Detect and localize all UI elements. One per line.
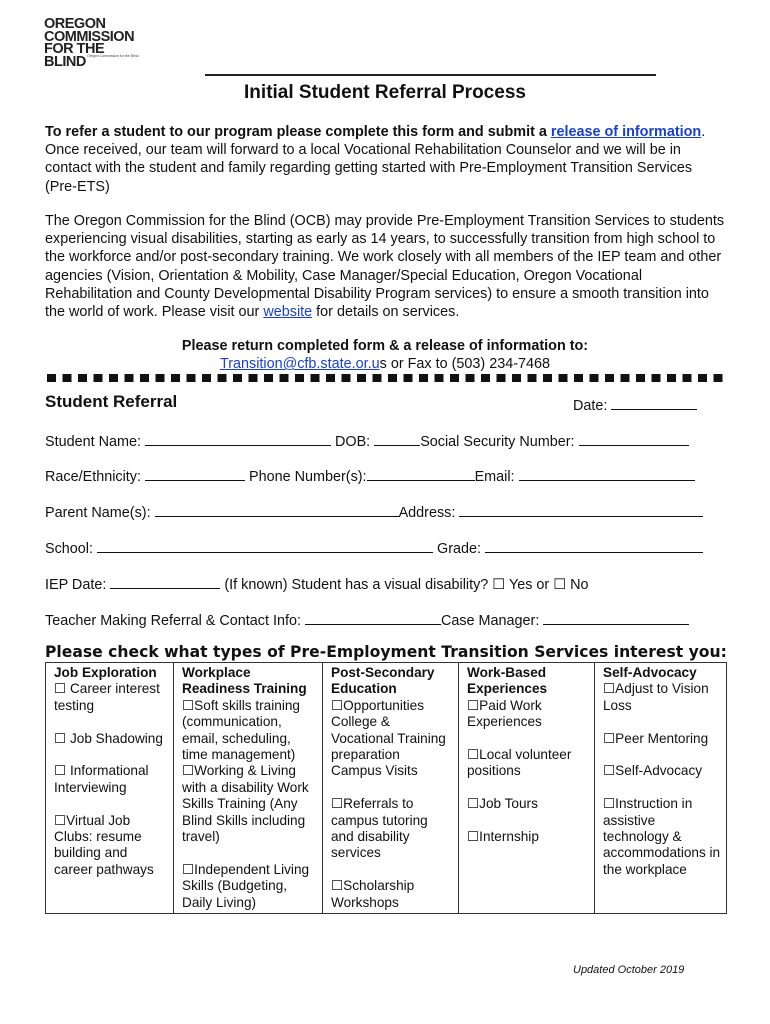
iep-label: IEP Date: <box>45 577 107 593</box>
school-label: School: <box>45 541 93 557</box>
teacher-label: Teacher Making Referral & Contact Info: <box>45 613 301 629</box>
intro-lead: To refer a student to our program please complete this form and submit a <box>45 124 551 140</box>
column-job-exploration <box>46 663 174 914</box>
website-link[interactable]: website <box>263 304 313 321</box>
about-paragraph <box>45 212 725 321</box>
about-tail: for details on services. <box>312 304 460 321</box>
email-label: Email: <box>474 469 515 485</box>
logo-line-3: FOR THE <box>44 41 105 57</box>
column-self-advocacy <box>595 663 727 914</box>
release-of-information-link[interactable]: release of information <box>550 124 702 140</box>
dob-field[interactable] <box>374 431 420 446</box>
return-heading: Please return completed form & a release of information to: <box>181 338 589 354</box>
column-header: Workplace Readiness Training <box>182 665 307 697</box>
option-career-interest[interactable]: ☐ Career interest testing <box>54 681 160 713</box>
dashed-divider <box>47 374 727 382</box>
services-table <box>45 662 727 914</box>
column-post-secondary <box>323 663 459 914</box>
option-internship[interactable]: ☐Internship <box>467 829 539 845</box>
grade-field[interactable] <box>485 538 703 553</box>
date-label: Date: <box>573 398 608 414</box>
option-self-advocacy[interactable]: ☐Self-Advocacy <box>603 763 703 779</box>
student-name-label: Student Name: <box>45 434 141 450</box>
address-field[interactable] <box>459 502 703 517</box>
intro-paragraph <box>45 123 725 196</box>
phone-label: Phone Number(s): <box>248 469 367 485</box>
grade-label: Grade: <box>437 541 481 557</box>
teacher-field[interactable] <box>305 610 441 625</box>
iep-date-field[interactable] <box>110 574 220 589</box>
case-manager-label: Case Manager: <box>440 613 540 629</box>
race-label: Race/Ethnicity: <box>45 469 141 485</box>
dob-label: DOB: <box>335 434 371 450</box>
case-manager-field[interactable] <box>543 610 689 625</box>
row-iep <box>45 574 589 593</box>
row-school <box>45 538 703 557</box>
option-job-tours[interactable]: ☐Job Tours <box>467 796 538 812</box>
date-line[interactable] <box>611 395 697 410</box>
phone-field[interactable] <box>367 466 475 481</box>
race-field[interactable] <box>145 466 245 481</box>
option-local-volunteer[interactable]: ☐Local volunteer positions <box>467 747 572 779</box>
school-field[interactable] <box>97 538 433 553</box>
row-parent <box>45 502 703 521</box>
column-header: Work-Based Experiences <box>467 665 548 697</box>
row-race <box>45 466 695 485</box>
option-assistive-technology[interactable]: ☐Instruction in assistive technology & accommodations in the workplace <box>603 796 721 877</box>
section-title-student-referral: Student Referral <box>45 392 178 411</box>
option-adjust-vision-loss[interactable]: ☐Adjust to Vision Loss <box>603 681 709 713</box>
option-working-living[interactable]: ☐Working & Living with a disability Work Skills Training (Any Blind Skills including travel) <box>182 763 309 845</box>
logo-line-2: COMMISSION <box>44 28 135 45</box>
column-header: Job Exploration <box>54 665 157 680</box>
parent-label: Parent Name(s): <box>45 505 151 521</box>
logo-tagline: Oregon Commission for the Blind <box>87 54 139 58</box>
about-text: The Oregon Commission for the Blind (OCB) may provide Pre-Employment Transition Services to students experiencing visual disabilities, starting as early as 14 years, to successfully transition from high school to the workforce and/or post-secondary training. We work closely with all members of the IEP team and other agencies (Vision, Orientation & Mobility, Case Manager/Special Education, Oregon Vocational Rehabilitation and County Developmental Disability Program services) to ensure a smooth transition into the world of work. Please visit our <box>45 213 725 321</box>
row-teacher <box>45 610 689 629</box>
logo-line-1: OREGON <box>44 16 106 32</box>
header-rule <box>205 74 656 76</box>
option-peer-mentoring[interactable]: ☐Peer Mentoring <box>603 730 709 746</box>
ssn-label: Social Security Number: <box>420 434 575 450</box>
option-paid-work[interactable]: ☐Paid Work Experiences <box>467 697 542 730</box>
logo-line-4: BLIND <box>44 53 86 70</box>
student-name-field[interactable] <box>145 431 331 446</box>
visual-disability-question[interactable]: (If known) Student has a visual disability? ☐ Yes or ☐ No <box>224 577 589 593</box>
intro-rest: . Once received, our team will forward to a local Vocational Rehabilitation Counselor and we will be in contact with the student and family regarding getting started with Pre-Employment Transition Services (Pre-ETS) <box>45 124 706 195</box>
row-student-name <box>45 431 689 450</box>
ssn-field[interactable] <box>579 431 689 446</box>
option-opportunities-college[interactable]: ☐Opportunities College & Vocational Training preparation Campus Visits <box>331 697 446 779</box>
fax-text: s or Fax to (503) 234-7468 <box>379 356 551 372</box>
return-info <box>0 337 770 373</box>
address-label: Address: <box>398 505 456 521</box>
option-referrals-tutoring[interactable]: ☐Referrals to campus tutoring and disability services <box>331 796 428 861</box>
services-heading: Please check what types of Pre-Employment Transition Services interest you: <box>45 643 727 661</box>
transition-email-link[interactable]: Transition@cfb.state.or.u <box>219 356 380 372</box>
ocb-logo <box>44 16 139 70</box>
page-title: Initial Student Referral Process <box>244 82 526 103</box>
column-work-based <box>459 663 595 914</box>
updated-date: Updated October 2019 <box>573 964 685 976</box>
column-workplace-readiness <box>174 663 323 914</box>
option-soft-skills[interactable]: ☐Soft skills training (communication, email, scheduling, time management) <box>182 697 300 763</box>
column-header: Self-Advocacy <box>603 665 697 680</box>
option-informational-interviewing[interactable]: ☐ Informational Interviewing <box>54 763 149 795</box>
option-independent-living[interactable]: ☐Independent Living Skills (Budgeting, Daily Living) <box>182 861 310 910</box>
date-field[interactable] <box>573 395 697 414</box>
option-job-shadowing[interactable]: ☐ Job Shadowing <box>54 730 163 746</box>
option-scholarship-workshops[interactable]: ☐Scholarship Workshops <box>331 878 415 910</box>
option-virtual-job-clubs[interactable]: ☐Virtual Job Clubs: resume building and career pathways <box>54 812 154 877</box>
column-header: Post-Secondary Education <box>331 665 435 697</box>
parent-field[interactable] <box>155 502 399 517</box>
email-field[interactable] <box>519 466 695 481</box>
